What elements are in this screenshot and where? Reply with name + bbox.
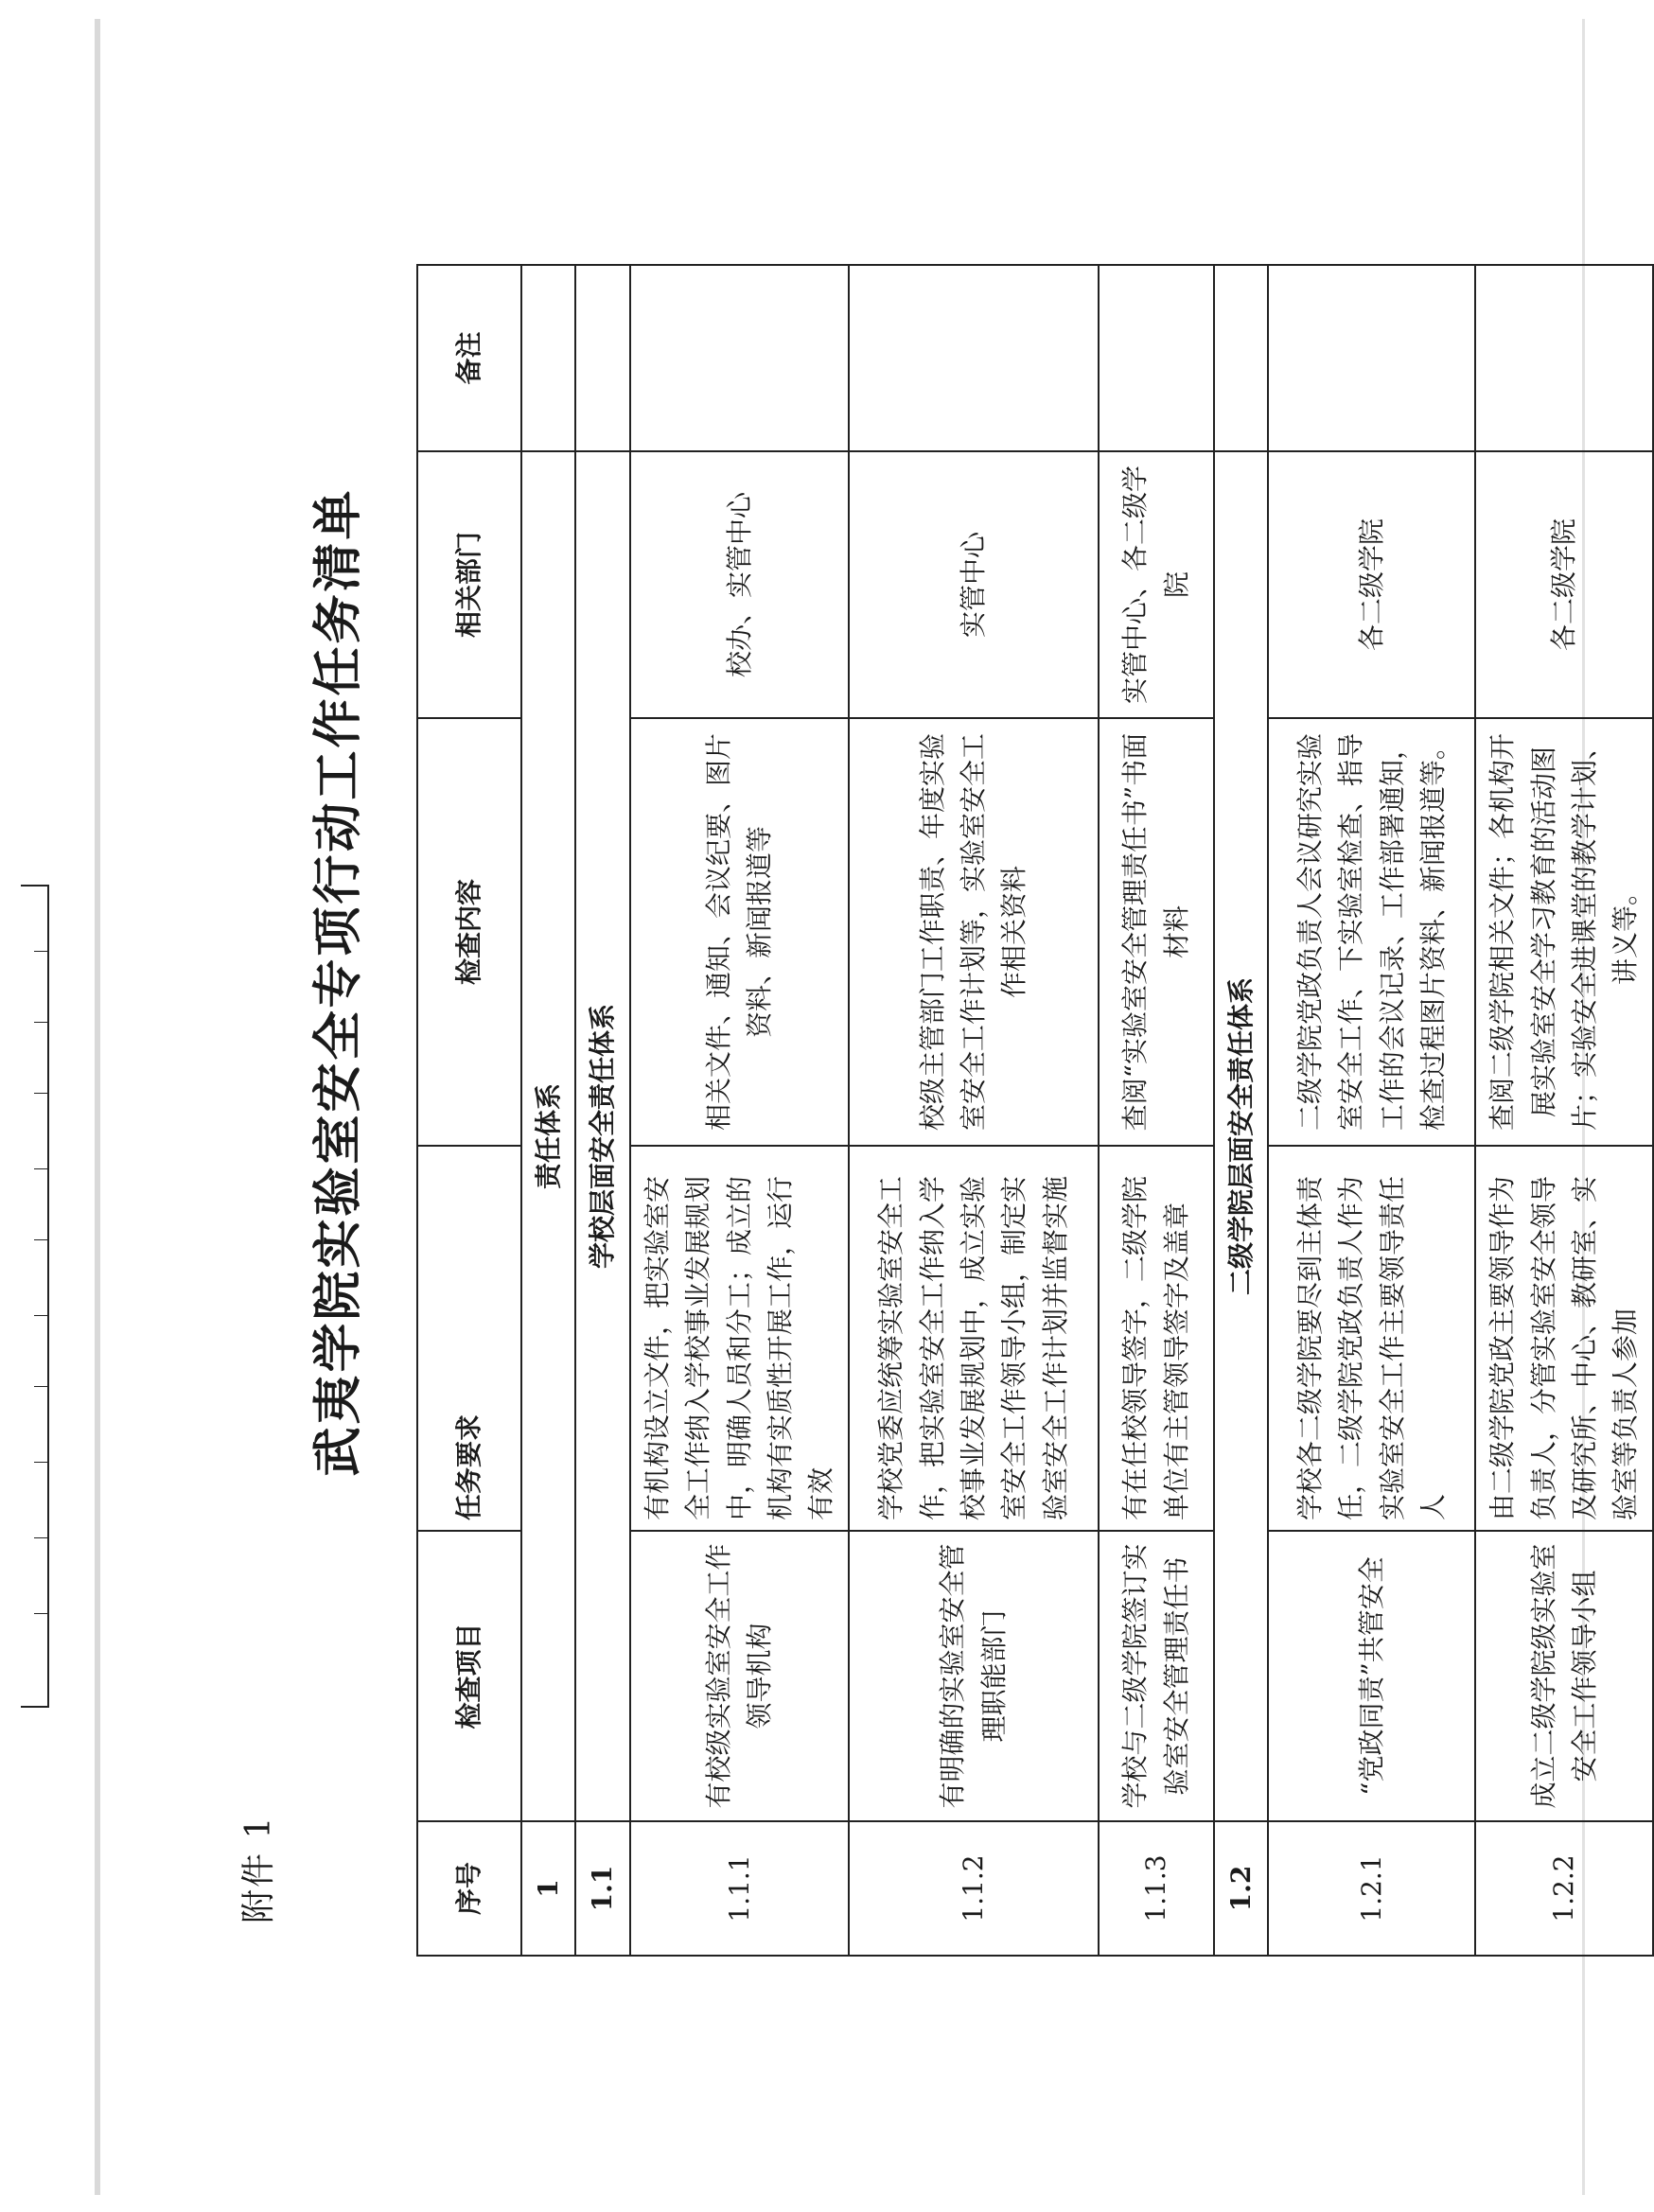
row-check: 二级学院党政负责人会议研究实验室安全工作、下实验室检查、指导工作的会议记录、工作部署通知，检查过程图片资料、新闻报道等。 [1268,718,1475,1146]
attachment-label: 附件 1 [239,1815,278,1923]
section-number: 1.2 [1214,1821,1268,1956]
row-dept: 实管中心、各二级学院 [1099,451,1214,718]
section-note [1214,265,1268,451]
header-seq: 序号 [417,1821,521,1956]
row-seq: 1.2.1 [1268,1821,1475,1956]
row-seq: 1.1.1 [630,1821,849,1956]
row-requirement: 由二级学院党政主要领导作为负责人，分管实验室安全领导及研究所、中心、教研室、实验室等负责人参加 [1475,1146,1653,1531]
row-item: 学校与二级学院签订实验室安全管理责任书 [1099,1531,1214,1821]
row-item: “党政同责”共管安全 [1268,1531,1475,1821]
row-seq: 1.1.2 [849,1821,1099,1956]
header-dept: 相关部门 [417,451,521,718]
row-seq: 1.2.2 [1475,1821,1653,1956]
row-note [1268,265,1475,451]
row-requirement: 学校党委应统筹实验室安全工作，把实验室安全工作纳入学校事业发展规划中，成立实验室安全工作领导小组，制定实验室安全工作计划并监督实施 [849,1146,1099,1531]
row-check: 查阅二级学院相关文件；各机构开展实验室安全学习教育的活动图片；实验安全进课堂的教学计划、讲义等。 [1475,718,1653,1146]
table-row [1475,265,1653,1956]
header-check: 检查内容 [417,718,521,1146]
row-note [1099,265,1214,451]
header-requirement: 任务要求 [417,1146,521,1531]
section-note [575,265,629,451]
document-title: 武夷学院实验室安全专项行动工作任务清单 [309,487,367,1477]
header-item: 检查项目 [417,1531,521,1821]
row-requirement: 有机构设立文件，把实验室安全工作纳入学校事业发展规划中，明确人员和分工；成立的机构有实质性开展工作，运行有效 [630,1146,849,1531]
row-note [1475,265,1653,451]
section-title: 学校层面安全责任体系 [575,451,629,1821]
row-dept: 实管中心 [849,451,1099,718]
section-note [521,265,575,451]
row-check: 相关文件、通知、会议纪要、图片资料、新闻报道等 [630,718,849,1146]
row-seq: 1.1.3 [1099,1821,1214,1956]
row-dept: 各二级学院 [1268,451,1475,718]
section-number: 1 [521,1821,575,1956]
task-list-table [416,264,1654,1957]
row-dept: 校办、实管中心 [630,451,849,718]
table-row [1268,265,1475,1956]
row-item: 有校级实验室安全工作领导机构 [630,1531,849,1821]
section-title: 二级学院层面安全责任体系 [1214,451,1268,1821]
task-list-table-wrap [416,264,1654,1957]
section-row-1 [521,265,575,1956]
section-row-1-2 [1214,265,1268,1956]
section-number: 1.1 [575,1821,629,1956]
row-note [849,265,1099,451]
table-header-row [417,265,521,1956]
section-row-1-1 [575,265,629,1956]
row-check: 校级主管部门工作职责、年度实验室安全工作计划等，实验室安全工作相关资料 [849,718,1099,1146]
row-dept: 各二级学院 [1475,451,1653,718]
section-title: 责任体系 [521,451,575,1821]
table-row [1099,265,1214,1956]
header-note: 备注 [417,265,521,451]
table-row [849,265,1099,1956]
row-item: 有明确的实验室安全管理职能部门 [849,1531,1099,1821]
row-requirement: 有在任校领导签字，二级学院单位有主管领导签字及盖章 [1099,1146,1214,1531]
row-note [630,265,849,451]
row-item: 成立二级学院级实验室安全工作领导小组 [1475,1531,1653,1821]
table-row [630,265,849,1956]
row-check: 查阅“实验室安全管理责任书”书面材料 [1099,718,1214,1146]
row-requirement: 学校各二级学院要尽到主体责任，二级学院党政负责人作为实验室安全工作主要领导责任人 [1268,1146,1475,1531]
